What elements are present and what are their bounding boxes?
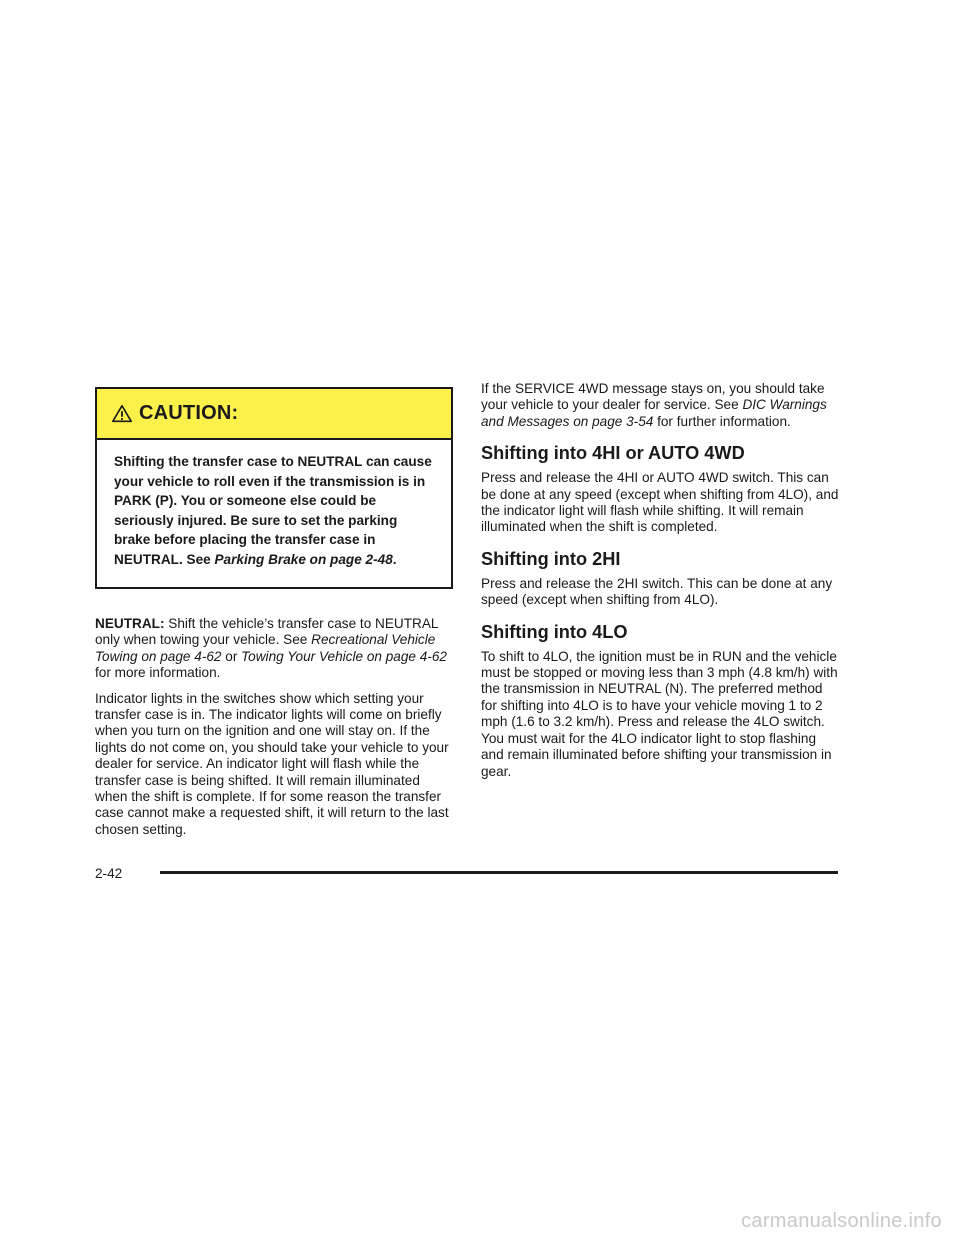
indicator-paragraph: Indicator lights in the switches show which setting your transfer case is in. The indicator lights will come on briefly when you turn on the ignition and one will stay on. If the lights do not come on, you should take your vehicle to your dealer for service. An indicator light will flash while the transfer case is being shifted. It will remain illuminated when the shift is complete. If for some reason the transfer case cannot make a requested shift, it will return to the last chosen setting. bbox=[95, 690, 449, 837]
left-column bbox=[95, 387, 453, 838]
section-heading-2hi: Shifting into 2HI bbox=[481, 548, 621, 569]
link-towing-your-vehicle[interactable]: Towing Your Vehicle on page 4-62 bbox=[241, 648, 447, 664]
section-body-4hi: Press and release the 4HI or AUTO 4WD switch. This can be done at any speed (except when shifting from 4LO), and the indicator light will flash while shifting. It will remain illuminated when the shift is completed. bbox=[481, 470, 839, 535]
section-heading-4hi: Shifting into 4HI or AUTO 4WD bbox=[481, 443, 745, 464]
caution-box bbox=[95, 387, 453, 589]
caution-reference: Parking Brake on page 2-48 bbox=[214, 551, 393, 567]
link-dic-warnings[interactable]: DIC Warnings and Messages on page 3-54 bbox=[481, 397, 827, 429]
neutral-paragraph: NEUTRAL: Shift the vehicle’s transfer case to NEUTRAL only when towing your vehicle. See Recreational Vehicle Towing on page 4-62 or Towing Your Vehicle on page 4-62 for more information. bbox=[95, 616, 447, 681]
link-recreational-towing[interactable]: Recreational Vehicle Towing on page 4-62 bbox=[95, 632, 436, 664]
service-paragraph: If the SERVICE 4WD message stays on, you should take your vehicle to your dealer for service. See DIC Warnings and Messages on page 3-54 for further information. bbox=[481, 381, 827, 429]
section-body-4lo: To shift to 4LO, the ignition must be in RUN and the vehicle must be stopped or moving less than 3 mph (4.8 km/h) with the transmission in NEUTRAL (N). The preferred method for shifting into 4LO is to have your vehicle moving 1 to 2 mph (1.6 to 3.2 km/h). Press and release the 4LO switch. You must wait for the 4LO indicator light to stop flashing and remain illuminated before shifting your transmission in gear. bbox=[481, 648, 838, 779]
caution-text: Shifting the transfer case to NEUTRAL can cause your vehicle to roll even if the transmission is in PARK (P). You or someone else could be seriously injured. Be sure to set the parking brake before placing the transfer case in NEUTRAL. See Parking Brake on page 2-48. bbox=[114, 454, 432, 567]
watermark: carmanualsonline.info bbox=[741, 1210, 942, 1232]
section-heading-4lo: Shifting into 4LO bbox=[481, 621, 628, 642]
caution-triangle-icon bbox=[111, 403, 133, 425]
caution-title: CAUTION: bbox=[139, 402, 239, 424]
section-body-2hi: Press and release the 2HI switch. This can be done at any speed (except when shifting from 4LO). bbox=[481, 575, 833, 608]
page-number: 2-42 bbox=[95, 866, 123, 881]
footer-rule bbox=[160, 871, 838, 874]
neutral-lead: NEUTRAL: bbox=[95, 616, 165, 631]
right-column bbox=[481, 381, 841, 780]
caution-header bbox=[97, 389, 451, 440]
